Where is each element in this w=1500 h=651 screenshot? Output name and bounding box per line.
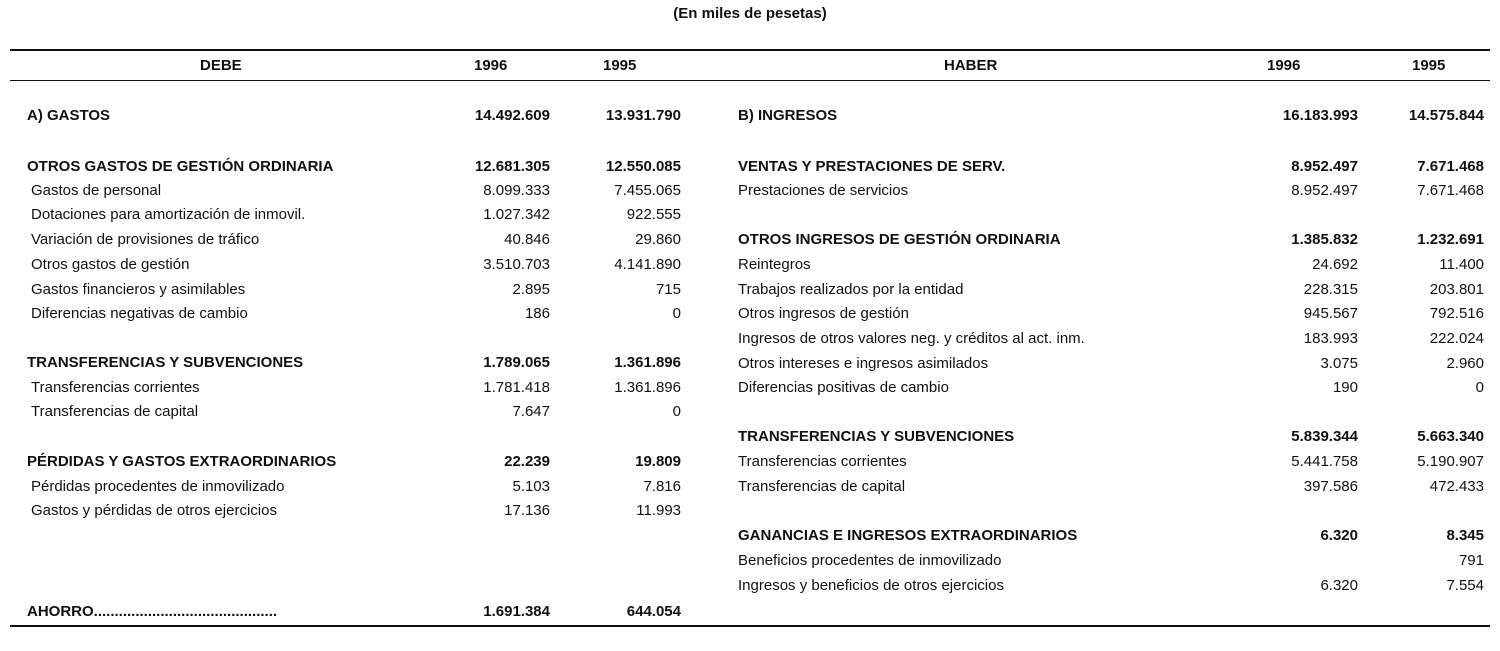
debe-row-value-1995: 4.141.890: [614, 256, 681, 273]
haber-row: [0, 303, 1500, 325]
haber-row-value-1996: 3.075: [1320, 355, 1358, 372]
haber-row-label: GANANCIAS E INGRESOS EXTRAORDINARIOS: [738, 527, 1078, 544]
debe-row-value-1996: 1.781.418: [483, 379, 550, 396]
haber-row: [0, 525, 1500, 547]
haber-row-value-1995: 7.554: [1446, 577, 1484, 594]
debe-row-value-1995: 0: [672, 403, 681, 420]
haber-row-value-1996: 5.839.344: [1291, 428, 1358, 445]
haber-row: [0, 328, 1500, 350]
haber-row-label: B) INGRESOS: [738, 107, 838, 124]
debe-row-value-1996: 8.099.333: [483, 182, 550, 199]
haber-row-value-1995: 1.232.691: [1417, 231, 1484, 248]
debe-row-label: Pérdidas procedentes de inmovilizado: [31, 478, 285, 495]
haber-row: [0, 426, 1500, 448]
haber-row-value-1996: 1.385.832: [1291, 231, 1358, 248]
haber-row-value-1995: 5.663.340: [1417, 428, 1484, 445]
haber-row: [0, 105, 1500, 127]
haber-row-value-1996: 228.315: [1303, 281, 1358, 298]
debe-row-value-1995: 29.860: [635, 231, 681, 248]
haber-row-value-1996: 16.183.993: [1282, 107, 1358, 124]
debe-row-value-1996: 12.681.305: [474, 158, 550, 175]
debe-row-value-1996: 7.647: [512, 403, 550, 420]
debe-row-label: TRANSFERENCIAS Y SUBVENCIONES: [27, 354, 304, 371]
haber-row-value-1995: 14.575.844: [1408, 107, 1484, 124]
haber-row: [0, 353, 1500, 375]
debe-year2-header: 1995: [603, 57, 637, 74]
debe-row-value-1996: 5.103: [512, 478, 550, 495]
haber-row-label: Transferencias corrientes: [738, 453, 907, 470]
haber-row-label: Trabajos realizados por la entidad: [738, 281, 964, 298]
debe-row-label: Diferencias negativas de cambio: [31, 305, 248, 322]
haber-row-value-1995: 7.671.468: [1417, 182, 1484, 199]
haber-row-value-1995: 8.345: [1446, 527, 1484, 544]
haber-year1-header: 1996: [1267, 57, 1301, 74]
debe-row-label: Transferencias corrientes: [31, 379, 200, 396]
top-rule: [10, 49, 1490, 51]
debe-row-value-1996: 186: [524, 305, 550, 322]
haber-row-value-1996: 6.320: [1320, 577, 1358, 594]
haber-row: [0, 279, 1500, 301]
haber-row-value-1995: 472.433: [1429, 478, 1484, 495]
table-subtitle: (En miles de pesetas): [673, 5, 827, 22]
debe-year1-header: 1996: [474, 57, 508, 74]
haber-row-value-1995: 5.190.907: [1417, 453, 1484, 470]
debe-row-label: Dotaciones para amortización de inmovil.: [31, 206, 306, 223]
haber-row: [0, 575, 1500, 597]
haber-row-value-1995: 203.801: [1429, 281, 1484, 298]
haber-row-value-1995: 2.960: [1446, 355, 1484, 372]
debe-row-value-1995: 12.550.085: [605, 158, 681, 175]
debe-row-value-1996: 17.136: [504, 502, 550, 519]
haber-year2-header: 1995: [1412, 57, 1446, 74]
haber-row-label: Transferencias de capital: [738, 478, 906, 495]
haber-row-value-1996: 8.952.497: [1291, 158, 1358, 175]
debe-row-value-1996: 14.492.609: [474, 107, 550, 124]
debe-row-value-1995: 7.816: [643, 478, 681, 495]
haber-row-value-1996: 5.441.758: [1291, 453, 1358, 470]
debe-row-value-1996: 40.846: [504, 231, 550, 248]
bottom-rule: [10, 625, 1490, 627]
haber-row: [0, 476, 1500, 498]
haber-row-label: Beneficios procedentes de inmovilizado: [738, 552, 1002, 569]
haber-row: [0, 550, 1500, 572]
debe-row-label: Gastos de personal: [31, 182, 162, 199]
haber-header: HABER: [944, 57, 998, 74]
haber-row-value-1996: 24.692: [1312, 256, 1358, 273]
haber-row-value-1995: 222.024: [1429, 330, 1484, 347]
debe-row-value-1995: 0: [672, 305, 681, 322]
haber-row: [0, 254, 1500, 276]
debe-row-value-1995: 19.809: [635, 453, 681, 470]
debe-row-label: Variación de provisiones de tráfico: [31, 231, 260, 248]
debe-row-value-1996: 3.510.703: [483, 256, 550, 273]
debe-row-value-1995: 644.054: [626, 603, 681, 620]
debe-row-label: Otros gastos de gestión: [31, 256, 190, 273]
debe-row-value-1995: 7.455.065: [614, 182, 681, 199]
debe-row-label: PÉRDIDAS Y GASTOS EXTRAORDINARIOS: [27, 453, 337, 470]
debe-row: [0, 204, 1500, 226]
haber-row-value-1996: 8.952.497: [1291, 182, 1358, 199]
haber-row: [0, 451, 1500, 473]
haber-row-label: Diferencias positivas de cambio: [738, 379, 949, 396]
debe-row-label: Gastos financieros y asimilables: [31, 281, 246, 298]
haber-row-value-1996: 397.586: [1303, 478, 1358, 495]
debe-row-label: Transferencias de capital: [31, 403, 199, 420]
haber-row-label: Reintegros: [738, 256, 811, 273]
haber-row-value-1995: 0: [1475, 379, 1484, 396]
debe-row-value-1995: 11.993: [636, 502, 681, 519]
debe-row: [0, 401, 1500, 423]
haber-row-value-1995: 791: [1458, 552, 1484, 569]
haber-row-value-1996: 190: [1332, 379, 1358, 396]
debe-row-label: Gastos y pérdidas de otros ejercicios: [31, 502, 277, 519]
debe-row-value-1996: 1.691.384: [483, 603, 550, 620]
haber-row-label: Prestaciones de servicios: [738, 182, 909, 199]
haber-row: [0, 377, 1500, 399]
debe-row-label: OTROS GASTOS DE GESTIÓN ORDINARIA: [27, 158, 334, 175]
haber-row-value-1995: 11.400: [1439, 256, 1484, 273]
haber-row-label: TRANSFERENCIAS Y SUBVENCIONES: [738, 428, 1015, 445]
haber-row-value-1996: 6.320: [1320, 527, 1358, 544]
header-rule: [10, 80, 1490, 81]
haber-row-label: Ingresos de otros valores neg. y créditos al act. inm.: [738, 330, 1085, 347]
haber-row-value-1996: 945.567: [1303, 305, 1358, 322]
haber-row-value-1995: 792.516: [1429, 305, 1484, 322]
debe-row-value-1995: 13.931.790: [605, 107, 681, 124]
haber-row-label: Ingresos y beneficios de otros ejercicios: [738, 577, 1004, 594]
haber-row-value-1996: 183.993: [1303, 330, 1358, 347]
haber-row: [0, 156, 1500, 178]
haber-row-value-1995: 7.671.468: [1417, 158, 1484, 175]
debe-row-value-1996: 1.027.342: [483, 206, 550, 223]
haber-row-label: VENTAS Y PRESTACIONES DE SERV.: [738, 158, 1006, 175]
debe-row-value-1995: 1.361.896: [614, 354, 681, 371]
haber-row: [0, 180, 1500, 202]
haber-row-label: OTROS INGRESOS DE GESTIÓN ORDINARIA: [738, 231, 1061, 248]
debe-row-label: AHORRO............................................: [27, 603, 278, 620]
debe-row-value-1995: 1.361.896: [614, 379, 681, 396]
debe-row-value-1996: 1.789.065: [483, 354, 550, 371]
haber-row-label: Otros intereses e ingresos asimilados: [738, 355, 989, 372]
debe-row-value-1995: 922.555: [626, 206, 681, 223]
debe-row: [0, 500, 1500, 522]
debe-header: DEBE: [200, 57, 242, 74]
haber-row: [0, 229, 1500, 251]
debe-row-value-1996: 22.239: [504, 453, 550, 470]
debe-row-value-1995: 715: [655, 281, 681, 298]
debe-row: [0, 601, 1500, 623]
debe-row-value-1996: 2.895: [512, 281, 550, 298]
haber-row-label: Otros ingresos de gestión: [738, 305, 909, 322]
debe-row-label: A) GASTOS: [27, 107, 111, 124]
